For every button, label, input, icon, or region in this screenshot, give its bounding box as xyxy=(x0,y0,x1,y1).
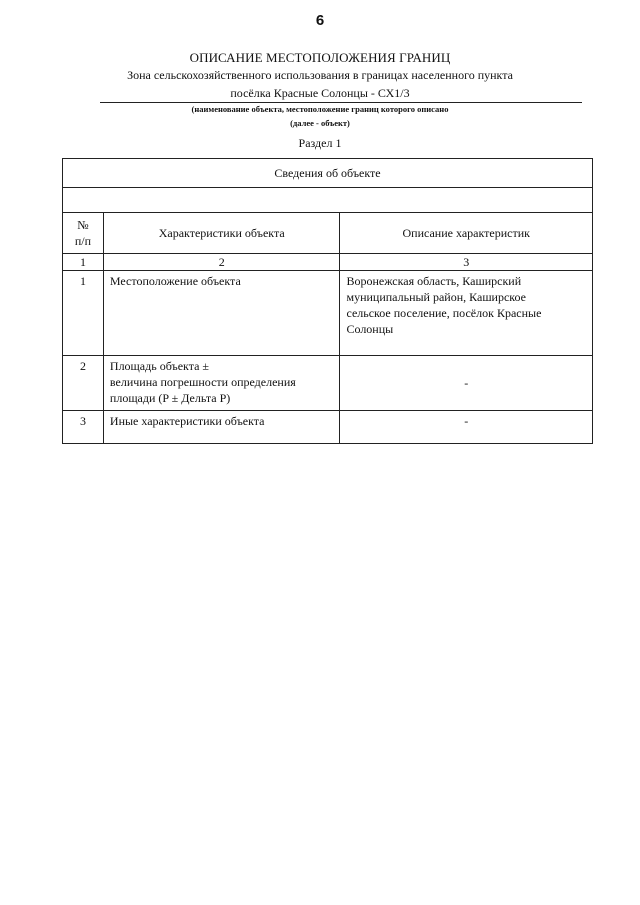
column-header-num-line-1: № xyxy=(77,218,89,232)
table-header-row xyxy=(63,159,593,188)
row-description-line: сельское поселение, посёлок Красные xyxy=(346,306,542,320)
row-characteristic-line: Местоположение объекта xyxy=(109,274,241,288)
table-row xyxy=(63,271,593,356)
column-header-description: Описание характеристик xyxy=(340,213,593,254)
row-number: 1 xyxy=(63,271,104,356)
document-title: ОПИСАНИЕ МЕСТОПОЛОЖЕНИЯ ГРАНИЦ xyxy=(189,50,451,65)
underline-rule xyxy=(100,102,582,103)
object-caption-line-2: (далее - объект) xyxy=(290,118,350,128)
row-characteristic xyxy=(103,411,340,444)
object-name-line-1: Зона сельскохозяйственного использования в границах населенного пункта xyxy=(127,68,513,82)
page-number: 6 xyxy=(315,12,325,29)
row-description: - xyxy=(340,356,593,411)
row-description-line: муниципальный район, Каширское xyxy=(346,290,526,304)
column-number-2: 2 xyxy=(103,254,340,271)
row-number: 3 xyxy=(63,411,104,444)
row-description-line: Солонцы xyxy=(346,322,394,336)
row-characteristic xyxy=(103,271,340,356)
column-header-num xyxy=(63,213,104,254)
row-number: 2 xyxy=(63,356,104,411)
column-number-row xyxy=(63,254,593,271)
row-description: - xyxy=(340,411,593,444)
row-characteristic-line: величина погрешности определения xyxy=(109,375,296,389)
column-header-characteristics: Характеристики объекта xyxy=(103,213,340,254)
table-row xyxy=(63,411,593,444)
table-blank-cell xyxy=(63,188,593,213)
column-header-num-line-2: п/п xyxy=(74,234,92,248)
column-number-3: 3 xyxy=(340,254,593,271)
column-number-1: 1 xyxy=(63,254,104,271)
section-title: Раздел 1 xyxy=(298,136,342,150)
table-row xyxy=(63,356,593,411)
row-characteristic xyxy=(103,356,340,411)
row-characteristic-line: Иные характеристики объекта xyxy=(109,414,265,428)
row-characteristic-line: Площадь объекта ± xyxy=(109,359,210,373)
row-characteristic-line: площади (P ± Дельта P) xyxy=(109,391,231,405)
row-description xyxy=(340,271,593,356)
column-header-row xyxy=(63,213,593,254)
object-caption-line-1: (наименование объекта, местоположение границ которого описано xyxy=(191,104,449,114)
object-name-line-2: посёлка Красные Солонцы - СХ1/3 xyxy=(230,86,410,100)
object-info-table xyxy=(62,158,593,444)
table-blank-row xyxy=(63,188,593,213)
table-header: Сведения об объекте xyxy=(63,159,593,188)
row-description-line: Воронежская область, Каширский xyxy=(346,274,522,288)
